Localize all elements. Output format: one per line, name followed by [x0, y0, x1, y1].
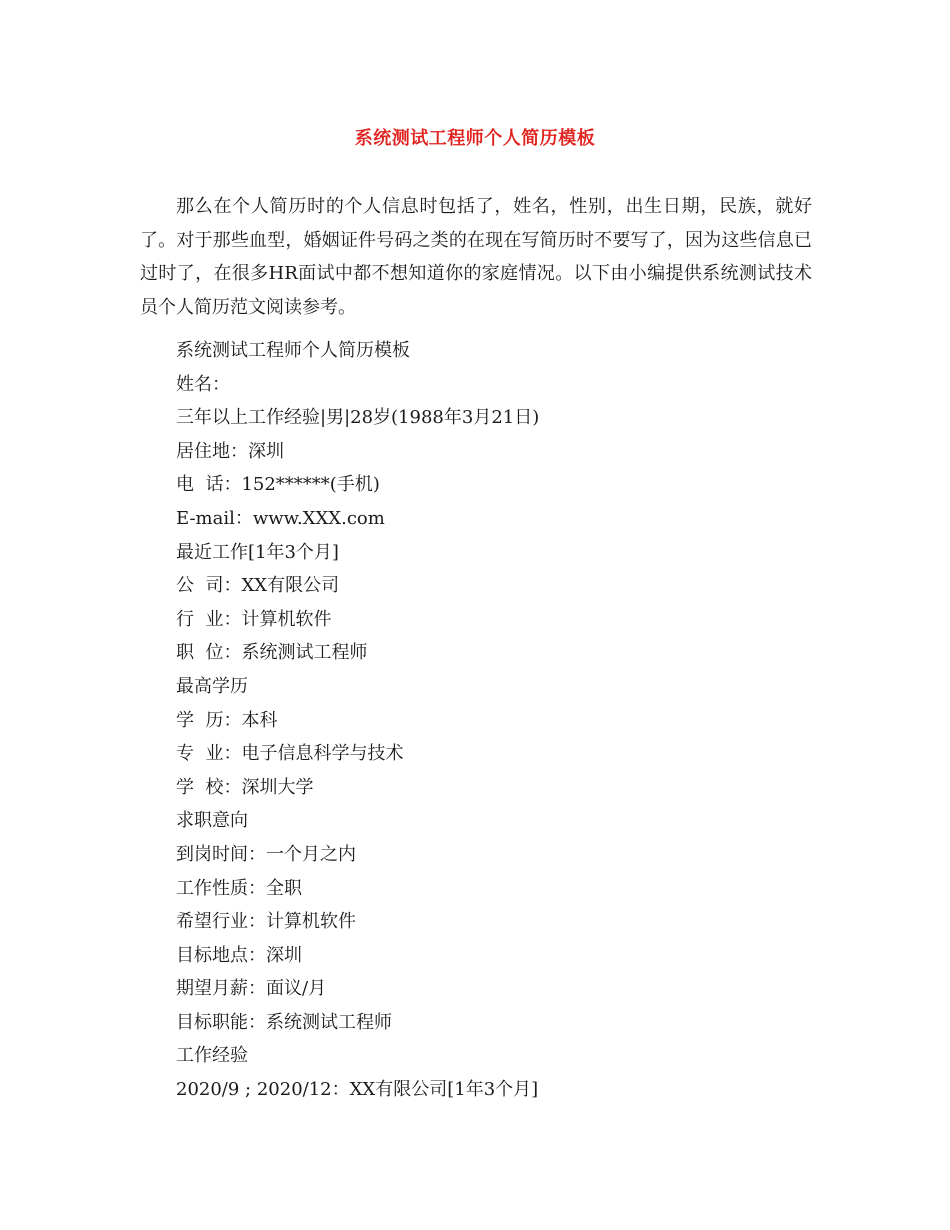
- resume-line: 最高学历: [176, 675, 248, 697]
- resume-line: 工作性质：全职: [176, 877, 302, 899]
- document-title: 系统测试工程师个人简历模板: [354, 128, 596, 149]
- resume-line: 目标地点：深圳: [176, 944, 302, 966]
- resume-line: 希望行业：计算机软件: [176, 911, 356, 933]
- resume-line: 求职意向: [176, 810, 248, 832]
- resume-line: 行 业：计算机软件: [176, 608, 332, 630]
- resume-line: 电 话：152******(手机): [176, 474, 380, 496]
- resume-lines: [176, 334, 539, 1107]
- resume-line: 最近工作[1年3个月]: [176, 541, 339, 563]
- resume-line: 三年以上工作经验|男|28岁(1988年3月21日): [176, 407, 540, 429]
- resume-line: 学 历：本科: [176, 709, 278, 731]
- resume-line: 公 司：XX有限公司: [176, 575, 340, 597]
- resume-line: 目标职能：系统测试工程师: [176, 1011, 392, 1033]
- resume-line: 到岗时间：一个月之内: [176, 843, 356, 865]
- resume-line: 系统测试工程师个人简历模板: [176, 340, 410, 361]
- intro-paragraph: 那么在个人简历时的个人信息时包括了，姓名，性别，出生日期，民族，就好了。对于那些血型，婚姻证件号码之类的在现在写简历时不要写了，因为这些信息已过时了，在很多HR面试中都不想知道你的家庭情况。以下由小编提供系统测试技术员个人简历范文阅读参考。: [140, 196, 812, 318]
- resume-line: 期望月薪：面议/月: [176, 978, 327, 1000]
- resume-line: 职 位：系统测试工程师: [176, 642, 368, 664]
- resume-line: 专 业：电子信息科学与技术: [176, 743, 404, 765]
- resume-line: 学 校：深圳大学: [176, 776, 314, 798]
- resume-line: 居住地：深圳: [176, 440, 284, 462]
- resume-line: 工作经验: [176, 1045, 248, 1067]
- resume-line: E-mail：www.XXX.com: [176, 507, 385, 529]
- resume-line: 2020/9 ; 2020/12：XX有限公司[1年3个月]: [176, 1079, 539, 1101]
- resume-line: 姓名：: [176, 373, 230, 395]
